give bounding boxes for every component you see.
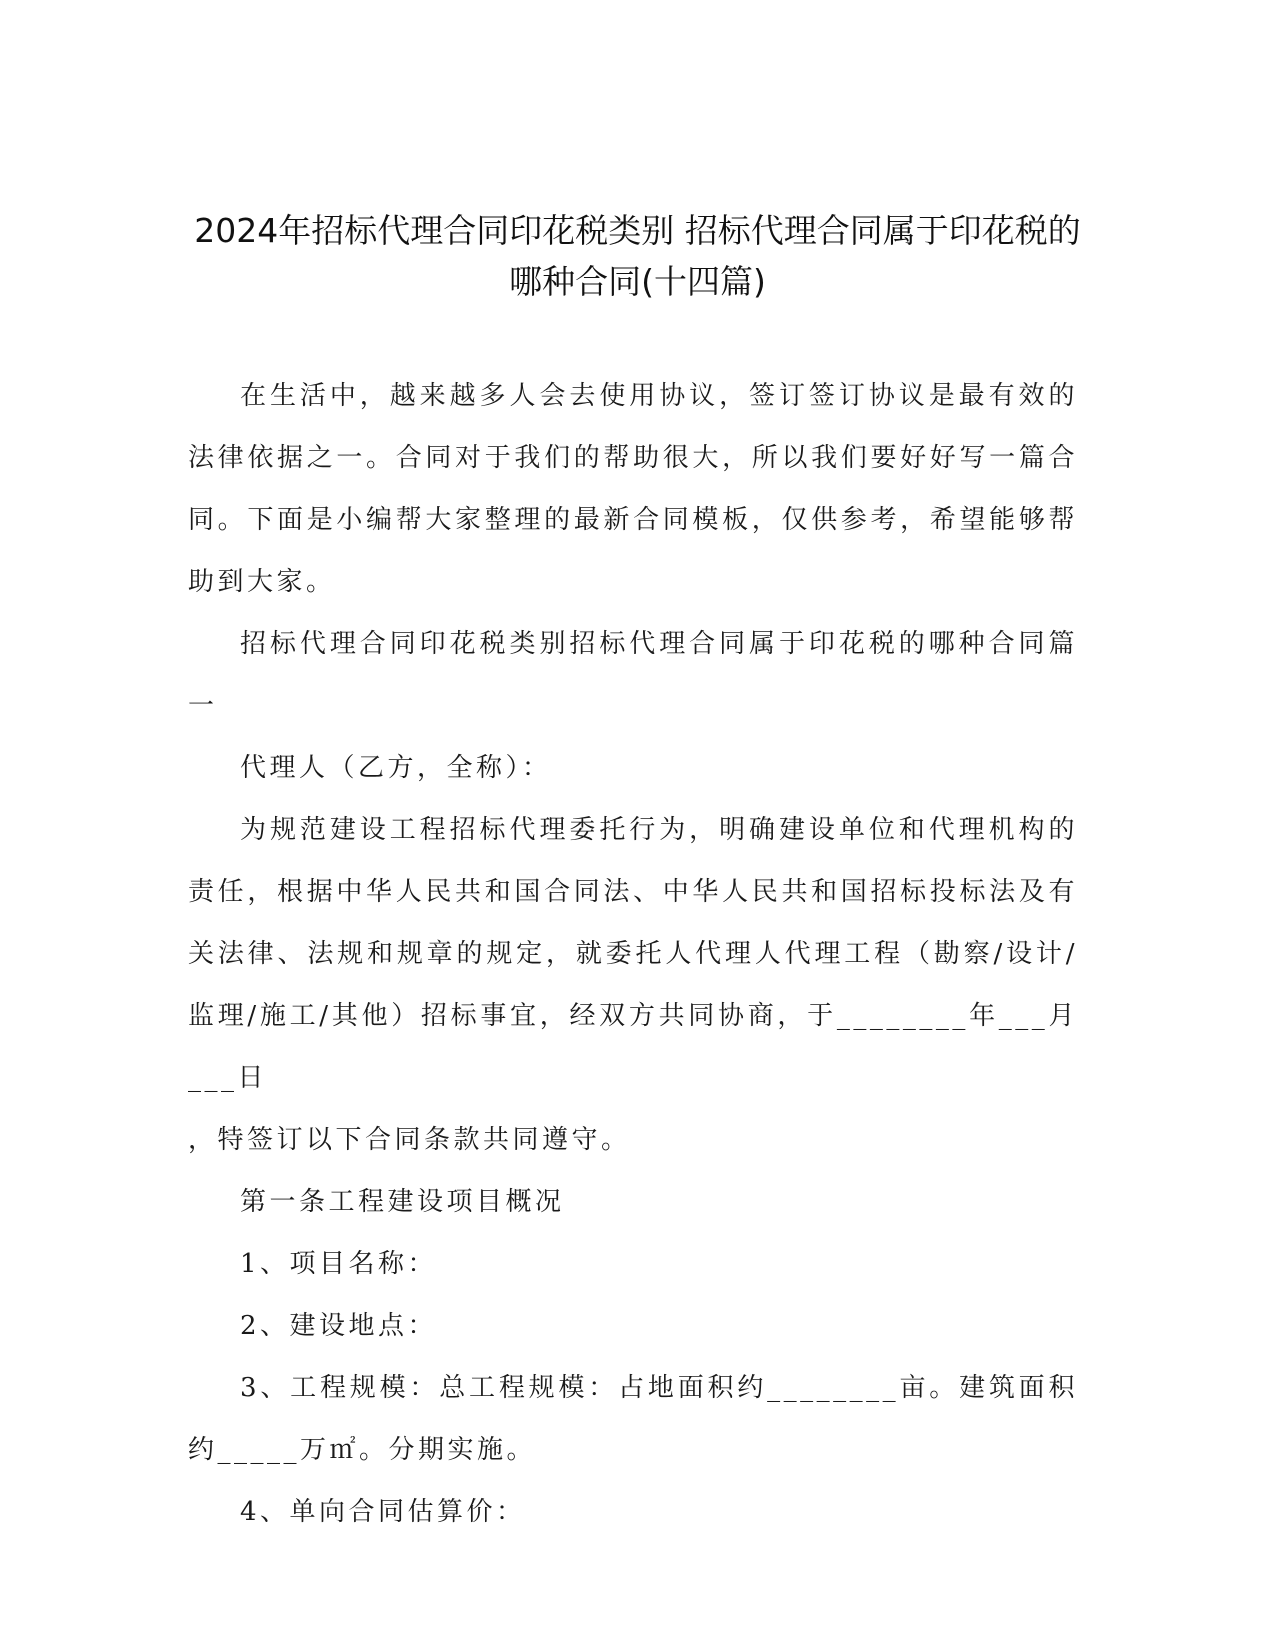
document-title-line-1: 2024年招标代理合同印花税类别 招标代理合同属于印花税的 [194, 211, 1081, 250]
project-scale-paragraph: 3、工程规模：总工程规模：占地面积约________亩。建筑面积约_____万㎡。分期实施。 [188, 1373, 1078, 1465]
construction-site-line: 2、建设地点： [240, 1311, 438, 1341]
project-name-line: 1、项目名称： [240, 1249, 438, 1279]
contract-purpose-continuation: ，特签订以下合同条款共同遵守。 [188, 1125, 631, 1155]
document-title [160, 205, 1115, 307]
intro-paragraph: 在生活中，越来越多人会去使用协议，签订签订协议是最有效的法律依据之一。合同对于我们的帮助很大，所以我们要好好写一篇合同。下面是小编帮大家整理的最新合同模板，仅供参考，希望能够帮助到大家。 [188, 381, 1078, 597]
agent-party-line: 代理人（乙方，全称）： [240, 753, 552, 783]
document-title-line-2: 哪种合同(十四篇) [509, 262, 766, 301]
contract-estimate-line: 4、单向合同估算价： [240, 1497, 526, 1527]
article-one-heading: 第一条工程建设项目概况 [240, 1187, 565, 1217]
section-heading-part-one: 招标代理合同印花税类别招标代理合同属于印花税的哪种合同篇一 [188, 629, 1078, 721]
document-body [188, 365, 1078, 1543]
contract-purpose-paragraph: 为规范建设工程招标代理委托行为，明确建设单位和代理机构的责任，根据中华人民共和国合同法、中华人民共和国招标投标法及有关法律、法规和规章的规定，就委托人代理人代理工程（勘察/设计/监理/施工/其他）招标事宜，经双方共同协商，于________年___月___日 [188, 815, 1078, 1093]
